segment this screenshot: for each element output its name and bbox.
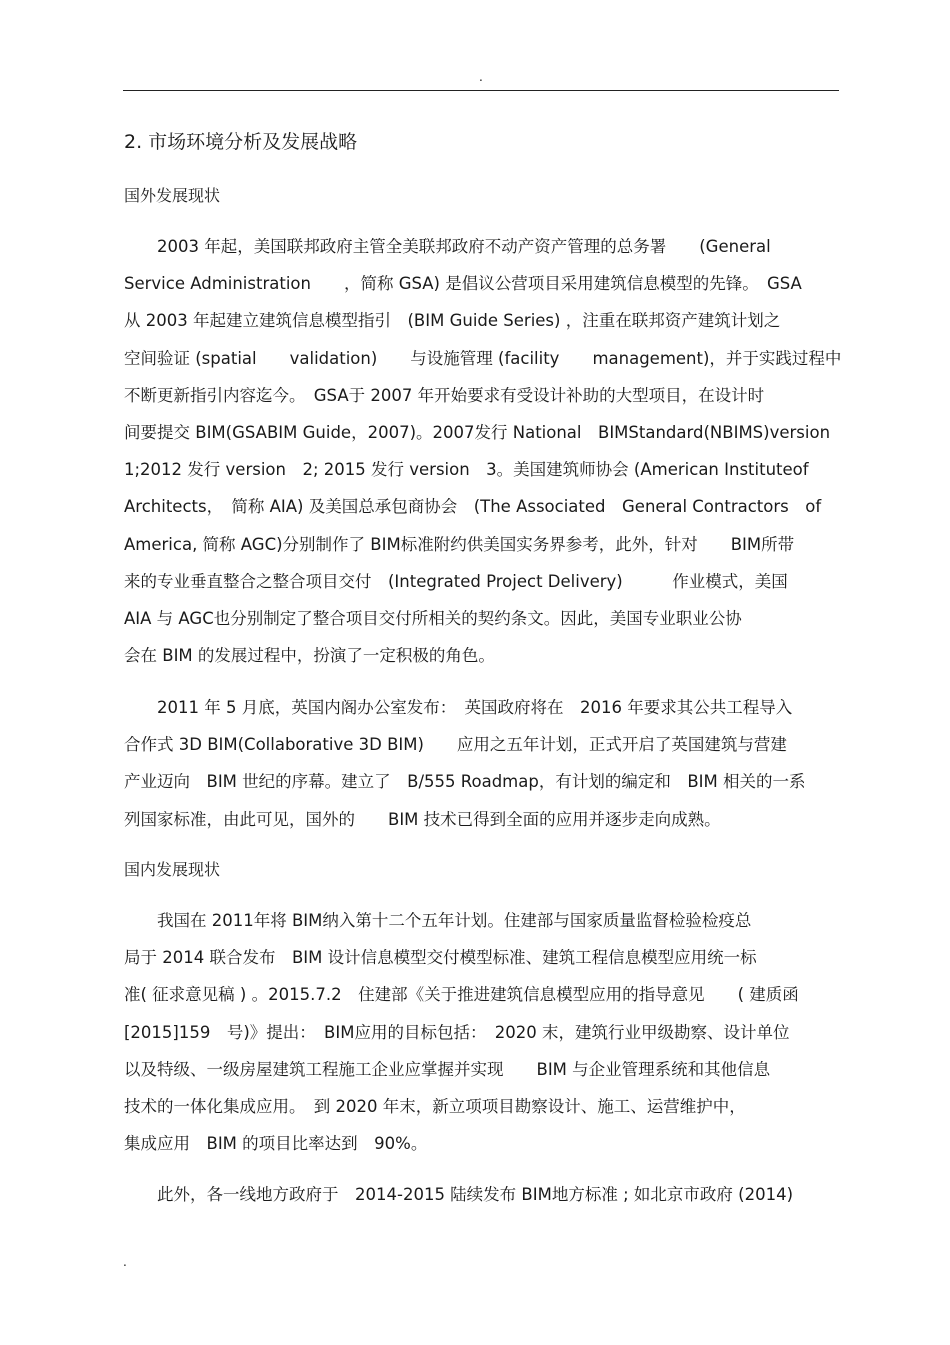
footer-dot: .	[123, 1255, 127, 1269]
header-dot: .	[479, 70, 483, 84]
paragraph-line: 合作式 3D BIM(Collaborative 3D BIM) 应用之五年计划，正式开启了英国建筑与营建	[124, 735, 787, 755]
paragraph-line: 技术的一体化集成应用。 到 2020 年末，新立项项目勘察设计、施工、运营维护中，	[124, 1097, 746, 1117]
subsection-heading-foreign: 国外发展现状	[124, 186, 221, 205]
paragraph-line: 准( 征求意见稿 ) 。2015.7.2 住建部《关于推进建筑信息模型应用的指导意见 ( 建质函	[124, 985, 799, 1005]
paragraph-china-development	[124, 902, 864, 1162]
paragraph-line: 以及特级、一级房屋建筑工程施工企业应掌握并实现 BIM 与企业管理系统和其他信息	[124, 1059, 771, 1079]
paragraph-line: 列国家标准，由此可见，国外的 BIM 技术已得到全面的应用并逐步走向成熟。	[124, 809, 721, 829]
section-title: 2. 市场环境分析及发展战略	[124, 131, 358, 153]
paragraph-line: Service Administration ，简称 GSA) 是倡议公营项目采用建筑信息模型的先锋。 GSA	[124, 274, 802, 294]
paragraph-line: America, 简称 AGC)分别制作了 BIM标准附约供美国实务界参考，此外，针对 BIM所带	[124, 534, 795, 554]
subsection-heading-domestic: 国内发展现状	[124, 860, 221, 879]
paragraph-line: 产业迈向 BIM 世纪的序幕。建立了 B/555 Roadmap，有计划的编定和 BIM 相关的一系	[124, 772, 806, 792]
paragraph-line: 2003 年起，美国联邦政府主管全美联邦政府不动产资产管理的总务署 (General	[157, 237, 771, 256]
paragraph-line: [2015]159 号)》提出： BIM应用的目标包括： 2020 末，建筑行业甲级勘察、设计单位	[124, 1022, 790, 1042]
paragraph-line: Architects， 简称 AIA) 及美国总承包商协会 (The Associated General Contractors of	[124, 497, 822, 517]
paragraph-line: 局于 2014 联合发布 BIM 设计信息模型交付模型标准、建筑工程信息模型应用统一标	[124, 948, 757, 968]
paragraph-line: 来的专业垂直整合之整合项目交付 (Integrated Project Delivery) 作业模式，美国	[124, 571, 788, 591]
paragraph-local-standards	[124, 1176, 864, 1213]
paragraph-line: 从 2003 年起建立建筑信息模型指引 (BIM Guide Series) ，注重在联邦资产建筑计划之	[124, 311, 781, 331]
paragraph-line: 此外，各一线地方政府于 2014-2015 陆续发布 BIM地方标准 ; 如北京市政府 (2014)	[157, 1185, 794, 1204]
foreign-heading-block	[124, 184, 864, 208]
domestic-heading-block	[124, 858, 864, 882]
paragraph-line: 空间验证 (spatial validation) 与设施管理 (facility management)，并于实践过程中	[124, 348, 842, 368]
paragraph-line: AIA 与 AGC也分别制定了整合项目交付所相关的契约条文。因此，美国专业职业公协	[124, 609, 742, 629]
paragraph-line: 集成应用 BIM 的项目比率达到 90%。	[124, 1134, 428, 1154]
paragraph-us-development	[124, 228, 864, 674]
paragraph-line: 我国在 2011年将 BIM纳入第十二个五年计划。住建部与国家质量监督检验检疫总	[157, 911, 752, 930]
paragraph-line: 间要提交 BIM(GSABIM Guide，2007)。2007发行 National BIMStandard(NBIMS)version	[124, 423, 831, 443]
paragraph-line: 会在 BIM 的发展过程中，扮演了一定积极的角色。	[124, 646, 495, 666]
paragraph-line: 1;2012 发行 version 2; 2015 发行 version 3。美国建筑师协会 (American Instituteof	[124, 460, 809, 480]
header-rule	[123, 90, 839, 91]
paragraph-uk-development	[124, 689, 864, 838]
paragraph-line: 不断更新指引内容迄今。 GSA于 2007 年开始要求有受设计补助的大型项目，在设计时	[124, 385, 765, 405]
paragraph-line: 2011 年 5 月底，英国内阁办公室发布： 英国政府将在 2016 年要求其公共工程导入	[157, 698, 793, 717]
